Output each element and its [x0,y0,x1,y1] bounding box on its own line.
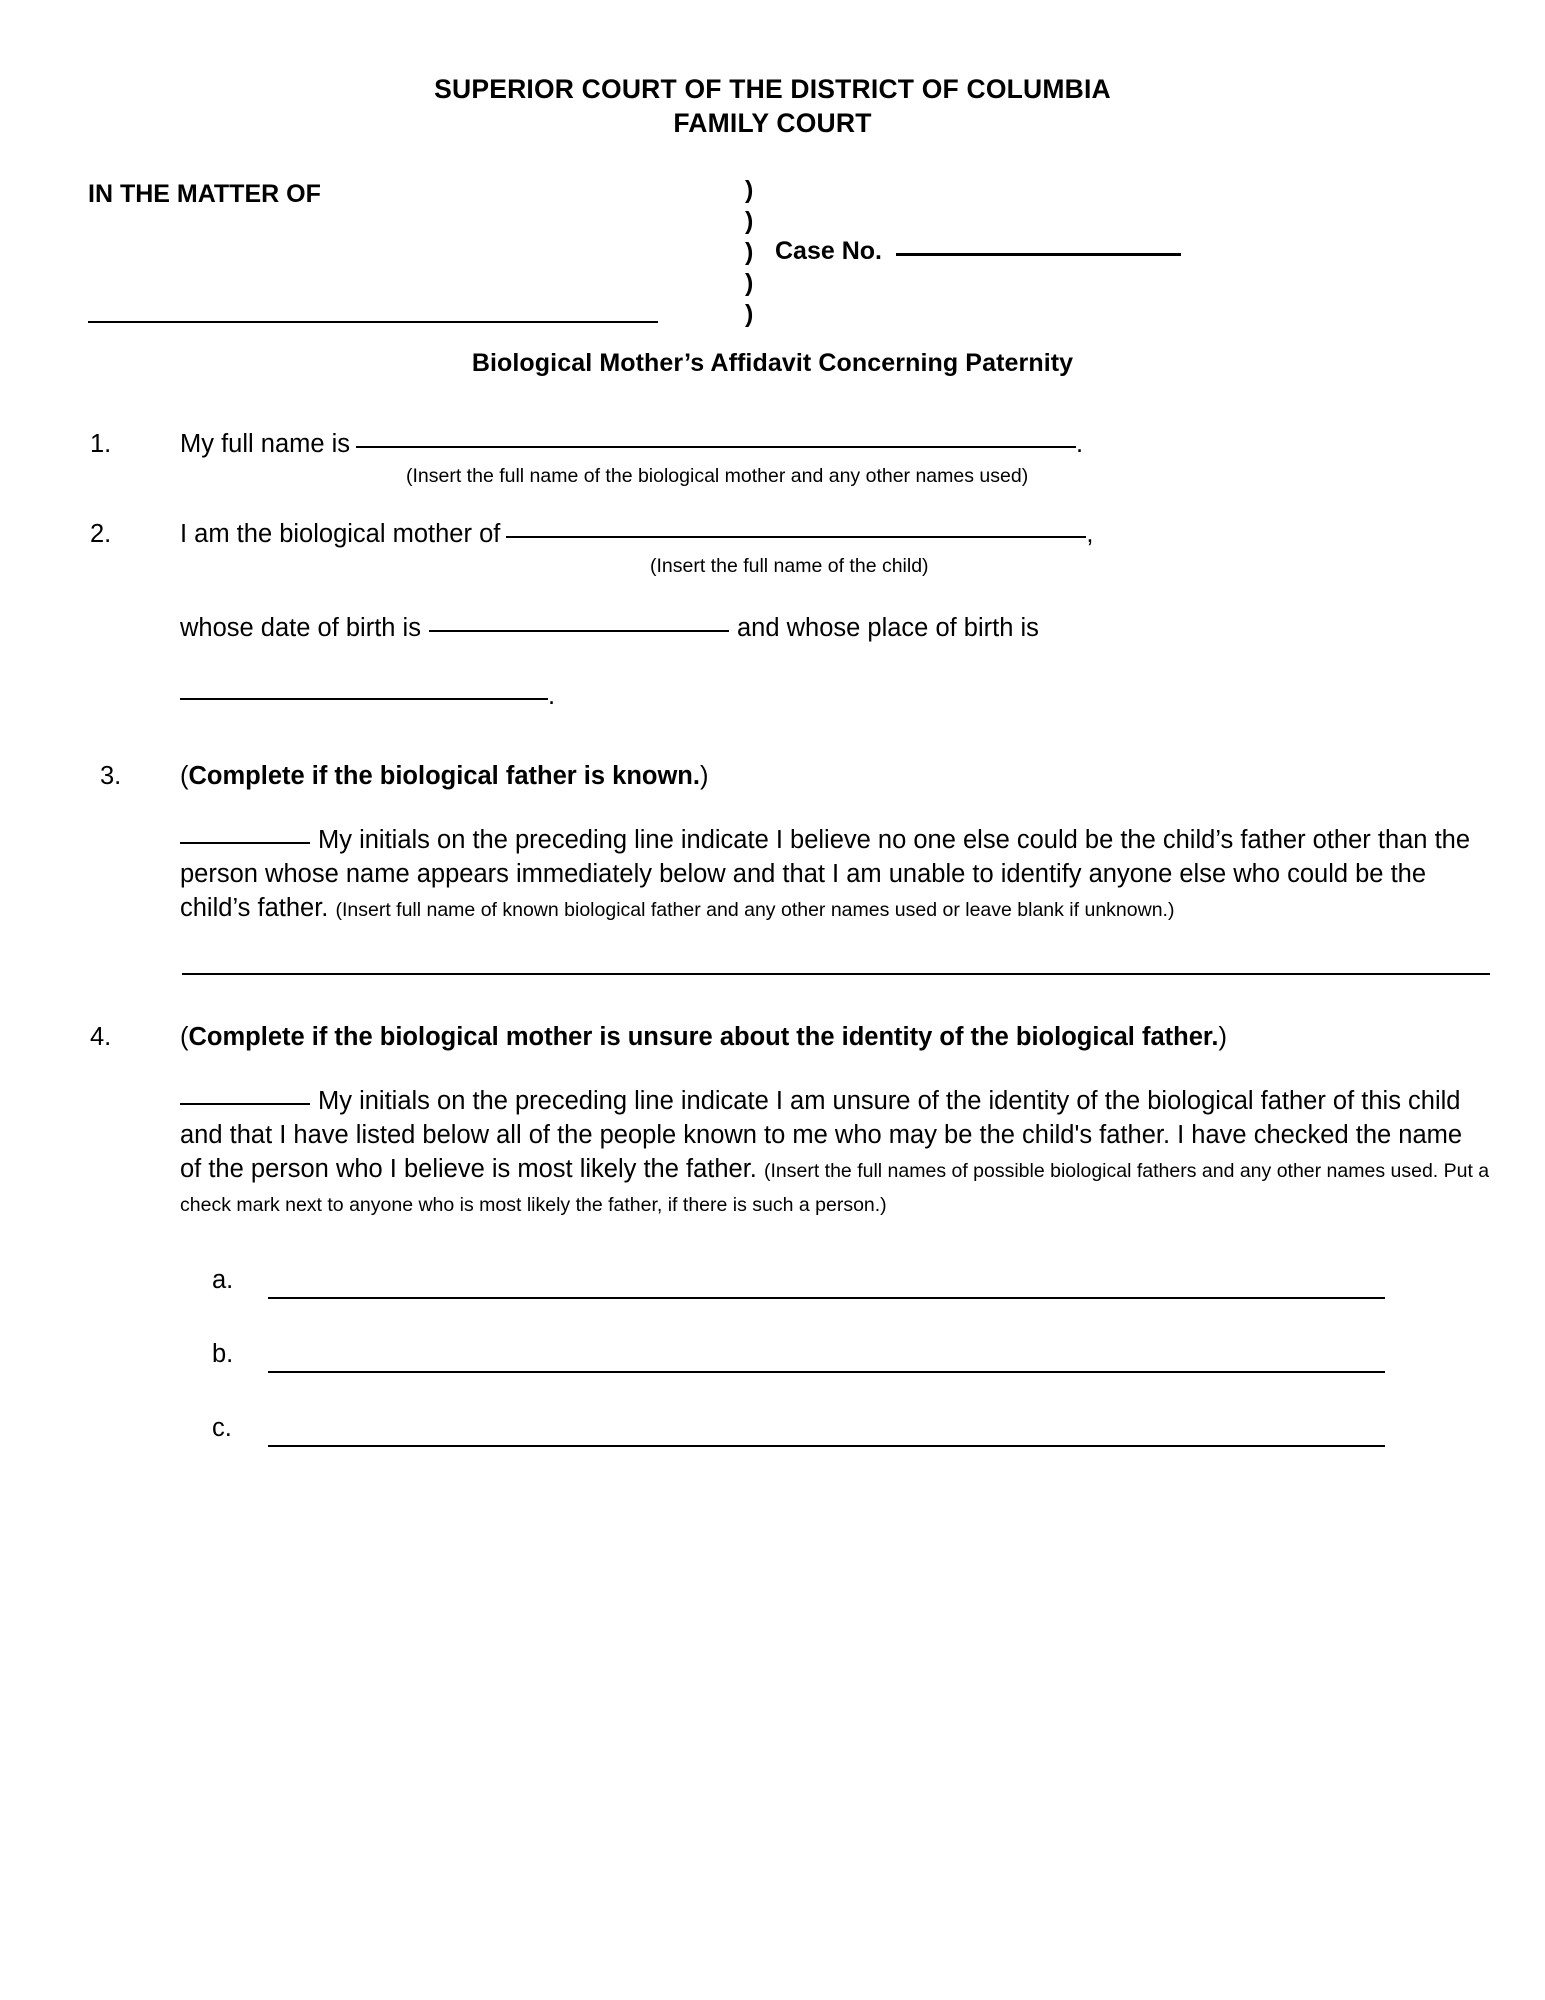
caption-paren: ) [745,175,754,204]
item-1-hint: (Insert the full name of the biological mother and any other names used) [406,464,1029,487]
item-3-paren-close: ) [699,762,709,791]
spacer [0,1055,1545,1085]
list-item [0,1264,1545,1338]
item-4-body [180,1085,1490,1221]
document-title: Biological Mother’s Affidavit Concerning Paternity [471,348,1074,377]
item-3-heading [180,760,1490,794]
possible-father-blank-c[interactable] [268,1444,1385,1447]
item-1-lead: My full name is [180,429,351,458]
item-2-text [180,518,1490,578]
item-4-initials-blank[interactable] [180,1102,310,1105]
sub-label-b: b. [212,1340,234,1369]
item-1 [0,428,1545,488]
spacer [0,926,1545,972]
list-item [0,1412,1545,1486]
item-4-number: 4. [90,1022,112,1051]
caption-paren: ) [745,268,754,297]
item-4 [0,1021,1545,1055]
item-4-body-text: My initials on the preceding line indicate I am unsure of the identity of the biological father of this child and that I have listed below all of the people known to me who may be the child's father. I have checked the name of the person who I believe is most likely the father. [180,1086,1463,1183]
item-4-paren-close: ) [1218,1022,1227,1051]
court-header [0,0,1545,141]
dob-label: whose date of birth is [180,614,421,643]
possible-fathers-list [0,1264,1545,1486]
case-number-label: Case No. [775,236,882,265]
party-name-blank[interactable] [88,321,658,323]
place-of-birth-blank[interactable] [180,697,548,700]
caption-left-column [88,179,568,209]
item-3-paren-open: ( [180,762,189,791]
item-4-heading [180,1021,1490,1055]
possible-father-blank-b[interactable] [268,1370,1385,1373]
case-number-row [775,237,1181,266]
caption-paren: ) [745,206,754,235]
item-3-initials-blank[interactable] [180,841,310,844]
sub-label-c: c. [212,1414,232,1443]
pob-label: and whose place of birth is [736,614,1039,643]
item-1-terminator: . [1076,429,1084,458]
item-1-text [180,428,1490,488]
caption-paren-column [745,175,753,330]
spacer [0,975,1545,1021]
item-3-number: 3. [100,762,122,791]
place-of-birth-line [180,680,1545,714]
spacer [0,714,1545,760]
item-2-hint: (Insert the full name of the child) [650,555,929,578]
item-3-body [180,824,1490,926]
possible-father-blank-a[interactable] [268,1296,1385,1299]
item-4-heading-text: Complete if the biological mother is unsure about the identity of the biological father. [188,1022,1219,1051]
date-of-birth-blank[interactable] [429,629,729,632]
item-1-number: 1. [90,429,112,458]
court-name: SUPERIOR COURT OF THE DISTRICT OF COLUMBIA [434,74,1111,104]
caption-paren: ) [745,237,754,266]
list-item [0,1338,1545,1412]
item-2-terminator: , [1086,520,1094,549]
form-body [0,428,1545,1487]
item-2 [0,518,1545,578]
child-name-blank[interactable] [506,535,1086,538]
item-3 [0,760,1545,794]
full-name-blank[interactable] [356,445,1076,448]
item-3-heading-text: Complete if the biological father is known. [188,762,700,791]
case-caption [0,175,1545,339]
item-3-body-hint: (Insert full name of known biological father and any other names used or leave blank if unknown.) [335,898,1175,921]
in-the-matter-of-label: IN THE MATTER OF [88,179,321,208]
spacer [0,794,1545,824]
item-4-body-hint: (Insert the full names of possible biological fathers and any other names used. Put a check mark next to anyone who is most likely the father, if there is such a person.) [180,1159,1490,1216]
spacer [0,488,1545,518]
item-2-lead: I am the biological mother of [180,520,501,549]
case-number-blank[interactable] [896,252,1181,256]
sub-label-a: a. [212,1266,234,1295]
place-of-birth-terminator: . [548,682,556,711]
item-4-paren-open: ( [180,1022,189,1051]
birth-details-line [180,612,1545,646]
court-division: FAMILY COURT [673,108,872,139]
caption-paren: ) [745,299,754,328]
item-2-number: 2. [90,520,112,549]
item-3-body-text: My initials on the preceding line indicate I believe no one else could be the child’s father other than the person whose name appears immediately below and that I am unable to identify anyone else who could be the child’s father. [180,826,1471,922]
